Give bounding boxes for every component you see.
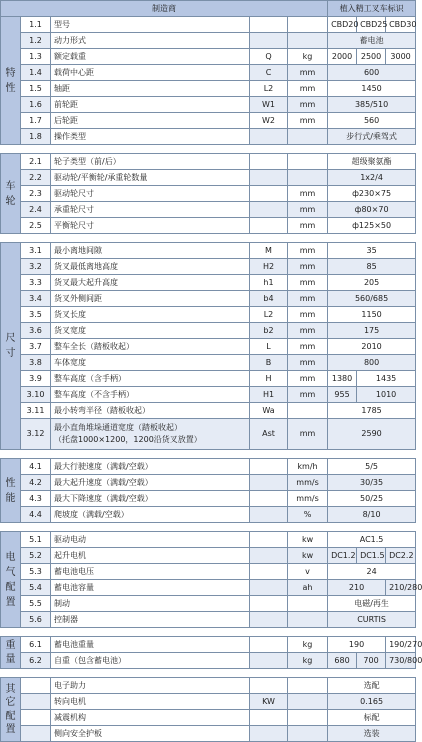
- row-unit: mm: [288, 81, 328, 97]
- row-value: 1010: [357, 387, 416, 403]
- row-sym: h1: [250, 275, 288, 291]
- table-row: [1, 403, 416, 419]
- row-desc: 起升电机: [51, 548, 250, 564]
- row-unit: mm: [288, 202, 328, 218]
- row-index: 4.4: [21, 507, 51, 523]
- row-index: 3.9: [21, 371, 51, 387]
- row-value: 35: [328, 243, 416, 259]
- table-row: [1, 694, 416, 710]
- table-row: [1, 17, 416, 33]
- row-value: 560: [328, 113, 416, 129]
- row-desc: 最大下降速度（满载/空载）: [51, 491, 250, 507]
- row-desc: 操作类型: [51, 129, 250, 145]
- row-desc: 减震机构: [51, 710, 250, 726]
- row-index: 4.3: [21, 491, 51, 507]
- row-value: 2000: [328, 49, 357, 65]
- row-unit: mm: [288, 259, 328, 275]
- row-desc: 货叉最低离地高度: [51, 259, 250, 275]
- row-desc: 自重（包含蓄电池）: [51, 653, 250, 669]
- row-index: 3.3: [21, 275, 51, 291]
- table-row: [1, 339, 416, 355]
- row-desc: 蓄电池重量: [51, 637, 250, 653]
- section-weight: 重 量: [1, 637, 21, 669]
- row-sym: L2: [250, 81, 288, 97]
- table-row: [1, 596, 416, 612]
- row-sym: Wa: [250, 403, 288, 419]
- row-value: 1x2/4: [328, 170, 416, 186]
- row-value: ф230×75: [328, 186, 416, 202]
- row-index: 5.6: [21, 612, 51, 628]
- row-desc-line: 最小直角堆垛通道宽度（踏板收起）: [54, 422, 182, 432]
- row-index: 5.5: [21, 596, 51, 612]
- table-row: [1, 275, 416, 291]
- row-unit: v: [288, 564, 328, 580]
- table-row: [1, 419, 416, 450]
- row-unit: kg: [288, 653, 328, 669]
- row-value: DC2.2: [386, 548, 416, 564]
- row-unit: mm: [288, 97, 328, 113]
- row-unit: [288, 17, 328, 33]
- table-row: [1, 532, 416, 548]
- table-row: [1, 113, 416, 129]
- row-index: 1.8: [21, 129, 51, 145]
- row-unit: mm: [288, 113, 328, 129]
- row-index: 5.2: [21, 548, 51, 564]
- row-desc: 货叉长度: [51, 307, 250, 323]
- row-index: 1.1: [21, 17, 51, 33]
- row-desc: 前轮距: [51, 97, 250, 113]
- row-value: AC1.5: [328, 532, 416, 548]
- manufacturer-label: 制造商: [1, 1, 328, 17]
- row-sym: L: [250, 339, 288, 355]
- row-desc: 轮子类型（前/后）: [51, 154, 250, 170]
- table-row: [1, 459, 416, 475]
- row-desc: 额定载重: [51, 49, 250, 65]
- row-value: 标配: [328, 710, 416, 726]
- row-index: 2.3: [21, 186, 51, 202]
- row-value: DC1.2: [328, 548, 357, 564]
- row-value: 3000: [386, 49, 416, 65]
- row-value: 选配: [328, 678, 416, 694]
- row-sym: H1: [250, 387, 288, 403]
- row-unit: mm: [288, 323, 328, 339]
- row-unit: mm: [288, 355, 328, 371]
- row-unit: mm: [288, 243, 328, 259]
- table-row: [1, 371, 416, 387]
- table-row: [1, 218, 416, 234]
- row-value: 560/685: [328, 291, 416, 307]
- row-desc: 载荷中心距: [51, 65, 250, 81]
- row-index: 3.12: [21, 419, 51, 450]
- table-row: [1, 612, 416, 628]
- table-row: [1, 129, 416, 145]
- row-desc: 货叉最大起升高度: [51, 275, 250, 291]
- row-value: 1380: [328, 371, 357, 387]
- row-value: 190: [328, 637, 386, 653]
- row-index: 2.1: [21, 154, 51, 170]
- row-value: 1785: [328, 403, 416, 419]
- table-row: [1, 387, 416, 403]
- row-unit: mm/s: [288, 475, 328, 491]
- row-unit: mm: [288, 275, 328, 291]
- row-sym: Ast: [250, 419, 288, 450]
- row-index: 3.1: [21, 243, 51, 259]
- row-index: 1.2: [21, 33, 51, 49]
- row-desc: 最小离地间隙: [51, 243, 250, 259]
- row-unit: mm/s: [288, 491, 328, 507]
- row-value: 蓄电池: [328, 33, 416, 49]
- row-index: 2.4: [21, 202, 51, 218]
- table-row: [1, 678, 416, 694]
- row-unit: KW: [250, 694, 288, 710]
- row-desc: 最小转弯半径（踏板收起）: [51, 403, 250, 419]
- row-index: 1.6: [21, 97, 51, 113]
- row-desc: 货叉宽度: [51, 323, 250, 339]
- table-row: [1, 355, 416, 371]
- row-value: 2010: [328, 339, 416, 355]
- table-row: [1, 170, 416, 186]
- row-index: 4.2: [21, 475, 51, 491]
- row-value: 210: [328, 580, 386, 596]
- row-value: 190/270: [386, 637, 416, 653]
- row-value: 2590: [328, 419, 416, 450]
- row-unit: %: [288, 507, 328, 523]
- table-row: [1, 186, 416, 202]
- row-unit: kw: [288, 532, 328, 548]
- table-row: [1, 323, 416, 339]
- row-unit: km/h: [288, 459, 328, 475]
- row-value: 步行式/乘驾式: [328, 129, 416, 145]
- table-row: [1, 507, 416, 523]
- row-sym: b2: [250, 323, 288, 339]
- row-desc: 整车高度（不含手柄）: [51, 387, 250, 403]
- row-desc: 承重轮尺寸: [51, 202, 250, 218]
- row-unit: kg: [288, 637, 328, 653]
- row-desc: 爬坡度（满载/空载）: [51, 507, 250, 523]
- table-row: [1, 49, 416, 65]
- row-sym: [250, 17, 288, 33]
- table-row: [1, 653, 416, 669]
- row-unit: mm: [288, 387, 328, 403]
- row-desc: 整车全长（踏板收起）: [51, 339, 250, 355]
- section-dimensions: 尺 寸: [1, 243, 21, 450]
- table-row: [1, 33, 416, 49]
- row-value: ф80×70: [328, 202, 416, 218]
- row-value: 730/800: [386, 653, 416, 669]
- row-desc: 后轮距: [51, 113, 250, 129]
- row-desc: [51, 419, 250, 450]
- row-sym: W2: [250, 113, 288, 129]
- row-value: 超级聚氨酯: [328, 154, 416, 170]
- model-3: CBD30: [386, 17, 416, 33]
- table-row: [1, 97, 416, 113]
- table-row: [1, 243, 416, 259]
- row-index: 3.10: [21, 387, 51, 403]
- row-desc: 平衡轮尺寸: [51, 218, 250, 234]
- row-desc: 蓄电池容量: [51, 580, 250, 596]
- row-sym: H2: [250, 259, 288, 275]
- row-index: 3.7: [21, 339, 51, 355]
- row-unit: mm: [288, 65, 328, 81]
- row-desc: 蓄电池电压: [51, 564, 250, 580]
- table-row: [1, 202, 416, 218]
- row-desc: 驱动轮/平衡轮/承重轮数量: [51, 170, 250, 186]
- row-desc: 电子助力: [51, 678, 250, 694]
- row-sym: L2: [250, 307, 288, 323]
- row-unit: mm: [288, 291, 328, 307]
- row-value: 50/25: [328, 491, 416, 507]
- row-index: 5.3: [21, 564, 51, 580]
- row-index: 5.1: [21, 532, 51, 548]
- table-row: [1, 580, 416, 596]
- table-row: [1, 259, 416, 275]
- row-sym: H: [250, 371, 288, 387]
- table-row: [1, 564, 416, 580]
- row-desc: 侧向安全护板: [51, 726, 250, 742]
- row-index: 3.11: [21, 403, 51, 419]
- row-desc: 最大行驶速度（满载/空载）: [51, 459, 250, 475]
- row-desc: 车体宽度: [51, 355, 250, 371]
- row-desc: 驱动电动: [51, 532, 250, 548]
- row-value: CURTIS: [328, 612, 416, 628]
- row-desc: 动力形式: [51, 33, 250, 49]
- table-row: [1, 637, 416, 653]
- row-unit: ah: [288, 580, 328, 596]
- row-value: 1450: [328, 81, 416, 97]
- row-unit: mm: [288, 371, 328, 387]
- row-value: DC1.5: [357, 548, 386, 564]
- row-index: 3.4: [21, 291, 51, 307]
- row-unit: mm: [288, 218, 328, 234]
- row-unit: mm: [288, 419, 328, 450]
- table-row: [1, 154, 416, 170]
- row-index: 1.5: [21, 81, 51, 97]
- row-index: 6.2: [21, 653, 51, 669]
- table-row: [1, 475, 416, 491]
- row-index: 3.6: [21, 323, 51, 339]
- row-sym: M: [250, 243, 288, 259]
- table-row: [1, 710, 416, 726]
- row-desc: 货叉外侧间距: [51, 291, 250, 307]
- table-header: [1, 1, 416, 17]
- row-unit: kw: [288, 548, 328, 564]
- row-sym: B: [250, 355, 288, 371]
- row-index: 2.5: [21, 218, 51, 234]
- row-value: 800: [328, 355, 416, 371]
- row-value: 955: [328, 387, 357, 403]
- row-unit: mm: [288, 307, 328, 323]
- row-value: 8/10: [328, 507, 416, 523]
- row-desc: 轴距: [51, 81, 250, 97]
- row-value: 选装: [328, 726, 416, 742]
- model-2: CBD25: [357, 17, 386, 33]
- row-value: 1435: [357, 371, 416, 387]
- model-1: CBD20: [328, 17, 357, 33]
- row-value: 0.165: [328, 694, 416, 710]
- row-desc-line: （托盘1000×1200，1200沿货叉放置）: [54, 435, 202, 444]
- row-desc: 型号: [51, 17, 250, 33]
- section-other: 其 它 配 置: [1, 678, 21, 742]
- row-index: 1.4: [21, 65, 51, 81]
- row-value: 600: [328, 65, 416, 81]
- row-unit: mm: [288, 186, 328, 202]
- row-desc: 转向电机: [51, 694, 250, 710]
- table-row: [1, 491, 416, 507]
- row-sym: Q: [250, 49, 288, 65]
- row-value: 5/5: [328, 459, 416, 475]
- section-electric: 电 气 配 置: [1, 532, 21, 628]
- section-wheels: 车 轮: [1, 154, 21, 234]
- row-index: 1.7: [21, 113, 51, 129]
- row-value: ф125×50: [328, 218, 416, 234]
- row-value: 175: [328, 323, 416, 339]
- row-desc: 整车高度（含手柄）: [51, 371, 250, 387]
- row-desc: 制动: [51, 596, 250, 612]
- row-value: 85: [328, 259, 416, 275]
- table-row: [1, 291, 416, 307]
- row-sym: C: [250, 65, 288, 81]
- row-value: 700: [357, 653, 386, 669]
- row-value: 385/510: [328, 97, 416, 113]
- row-sym: W1: [250, 97, 288, 113]
- row-value: 210/280: [386, 580, 416, 596]
- row-desc: 控制器: [51, 612, 250, 628]
- row-value: 1150: [328, 307, 416, 323]
- row-unit: kg: [288, 49, 328, 65]
- row-desc: 驱动轮尺寸: [51, 186, 250, 202]
- row-value: 电磁/再生: [328, 596, 416, 612]
- table-row: [1, 726, 416, 742]
- row-unit: mm: [288, 339, 328, 355]
- table-row: [1, 81, 416, 97]
- company-label: 植入精工叉车标识: [328, 1, 416, 17]
- row-index: 3.8: [21, 355, 51, 371]
- row-index: 6.1: [21, 637, 51, 653]
- row-value: 2500: [357, 49, 386, 65]
- table-row: [1, 307, 416, 323]
- row-value: 24: [328, 564, 416, 580]
- row-index: 2.2: [21, 170, 51, 186]
- table-row: [1, 548, 416, 564]
- row-index: 1.3: [21, 49, 51, 65]
- row-value: 680: [328, 653, 357, 669]
- row-index: 3.5: [21, 307, 51, 323]
- row-value: 30/35: [328, 475, 416, 491]
- section-performance: 性 能: [1, 459, 21, 523]
- row-desc: 最大起升速度（满载/空载）: [51, 475, 250, 491]
- row-sym: b4: [250, 291, 288, 307]
- row-value: 205: [328, 275, 416, 291]
- row-index: 4.1: [21, 459, 51, 475]
- row-index: 5.4: [21, 580, 51, 596]
- row-index: 3.2: [21, 259, 51, 275]
- section-features: 特 性: [1, 17, 21, 145]
- table-row: [1, 65, 416, 81]
